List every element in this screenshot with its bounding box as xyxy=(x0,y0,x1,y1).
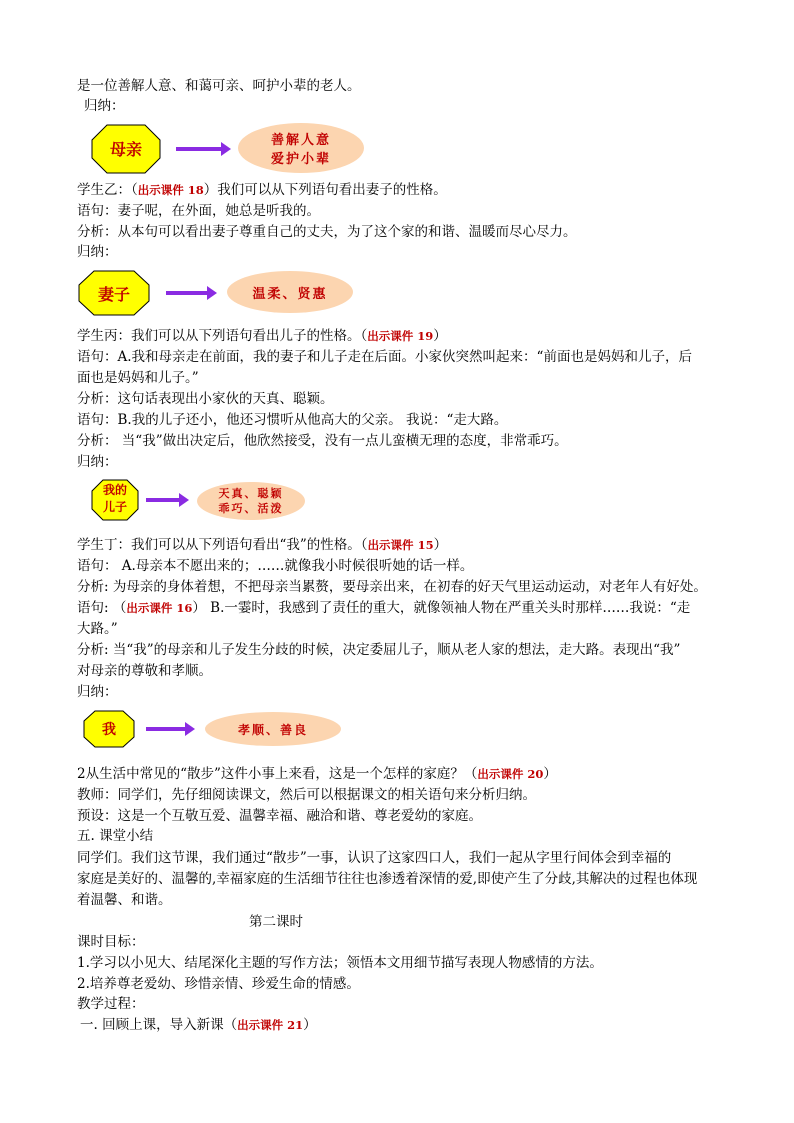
text-line: 2从生活中常见的“散步”这件小事上来看，这是一个怎样的家庭？（出示课件 20） xyxy=(77,766,557,782)
arrow-icon xyxy=(146,727,186,731)
arrow-icon xyxy=(176,147,222,151)
summary-label: 归纳： xyxy=(84,98,125,114)
text-line: 同学们。我们这节课，我们通过“散步”一事，认识了这家四口人，我们一起从字里行间体会到幸福的 xyxy=(77,850,672,866)
result-line: 天真、聪颖 xyxy=(218,487,284,500)
section-heading: 五. 课堂小结 xyxy=(77,828,154,844)
text-line: 家庭是美好的、温馨的,幸福家庭的生活细节往往也渗透着深情的爱,即使产生了分歧,其解决的过程也体现 xyxy=(77,871,698,887)
result-line: 乖巧、活泼 xyxy=(218,502,284,515)
text-line: 语句：妻子呢，在外面，她总是听我的。 xyxy=(77,203,320,219)
lesson-title: 第二课时 xyxy=(249,914,303,930)
result-oval-son xyxy=(197,482,305,520)
text-line: 语句: （出示课件 16） B.一霎时，我感到了责任的重大，就像领袖人物在严重关头时那样……我说：“走 xyxy=(77,600,691,616)
summary-label: 归纳： xyxy=(77,244,118,260)
diagram-label-wife: 妻子 xyxy=(97,285,130,304)
text-line: 课时目标： xyxy=(77,934,145,950)
text-line: 分析：从本句可以看出妻子尊重自己的丈夫，为了这个家的和谐、温暖而尽心尽力。 xyxy=(77,224,577,240)
arrow-icon xyxy=(146,498,180,502)
result-oval-me: 孝顺、善良 xyxy=(205,712,341,746)
text-line: 学生丙：我们可以从下列语句看出儿子的性格。（出示课件 19） xyxy=(77,328,447,344)
text-line: 分析: 当“我”的母亲和儿子发生分歧的时候，决定委屈儿子，顺从老人家的想法，走大路。表现出“我” xyxy=(77,642,681,658)
summary-label: 归纳： xyxy=(77,684,118,700)
text-line: 一. 回顾上课，导入新课（出示课件 21） xyxy=(80,1017,317,1033)
text-line: 对母亲的尊敬和孝顺。 xyxy=(77,663,212,679)
text-line: 是一位善解人意、和蔼可亲、呵护小辈的老人。 xyxy=(77,78,361,94)
summary-label: 归纳： xyxy=(77,454,118,470)
text-line: 分析： 当“我”做出决定后，他欣然接受，没有一点儿蛮横无理的态度，非常乖巧。 xyxy=(77,433,568,449)
text-line: 1.学习以小见大、结尾深化主题的写作方法；领悟本文用细节描写表现人物感情的方法。 xyxy=(77,955,603,971)
text-line: 分析：这句话表现出小家伙的天真、聪颖。 xyxy=(77,391,334,407)
text-line: 语句：B.我的儿子还小，他还习惯听从他高大的父亲。 我说：“走大路。 xyxy=(77,412,508,428)
text-line: 大路。” xyxy=(77,621,118,637)
result-line: 爱护小辈 xyxy=(270,152,331,167)
result-oval-wife: 温柔、贤惠 xyxy=(227,271,353,313)
text-line: 2.培养尊老爱幼、珍惜亲情、珍爱生命的情感。 xyxy=(77,976,360,992)
result-line: 善解人意 xyxy=(270,133,331,148)
arrow-icon xyxy=(166,291,208,295)
diagram-label-son: 我的 儿子 xyxy=(102,483,127,514)
text-line: 教师：同学们，先仔细阅读课文，然后可以根据课文的相关语句来分析归纳。 xyxy=(77,787,536,803)
text-line: 语句： A.母亲本不愿出来的；……就像我小时候很听她的话一样。 xyxy=(77,558,474,574)
text-line: 预设：这是一个互敬互爱、温馨幸福、融洽和谐、尊老爱幼的家庭。 xyxy=(77,808,482,824)
result-oval-mother xyxy=(238,123,364,173)
text-line: 学生乙：（出示课件 18）我们可以从下列语句看出妻子的性格。 xyxy=(77,182,447,198)
text-line: 着温馨、和谐。 xyxy=(77,892,172,908)
text-line: 教学过程： xyxy=(77,996,145,1012)
diagram-label-mother: 母亲 xyxy=(109,140,142,159)
text-line: 分析: 为母亲的身体着想，不把母亲当累赘，要母亲出来，在初春的好天气里运动运动，对老年人有好处。 xyxy=(77,579,707,595)
text-line: 语句：A.我和母亲走在前面，我的妻子和儿子走在后面。小家伙突然叫起来：“前面也是妈妈和儿子，后 xyxy=(77,349,692,365)
diagram-label-me: 我 xyxy=(102,722,116,738)
text-line: 学生丁：我们可以从下列语句看出“我”的性格。（出示课件 15） xyxy=(77,537,448,553)
text-line: 面也是妈妈和儿子。” xyxy=(77,370,199,386)
